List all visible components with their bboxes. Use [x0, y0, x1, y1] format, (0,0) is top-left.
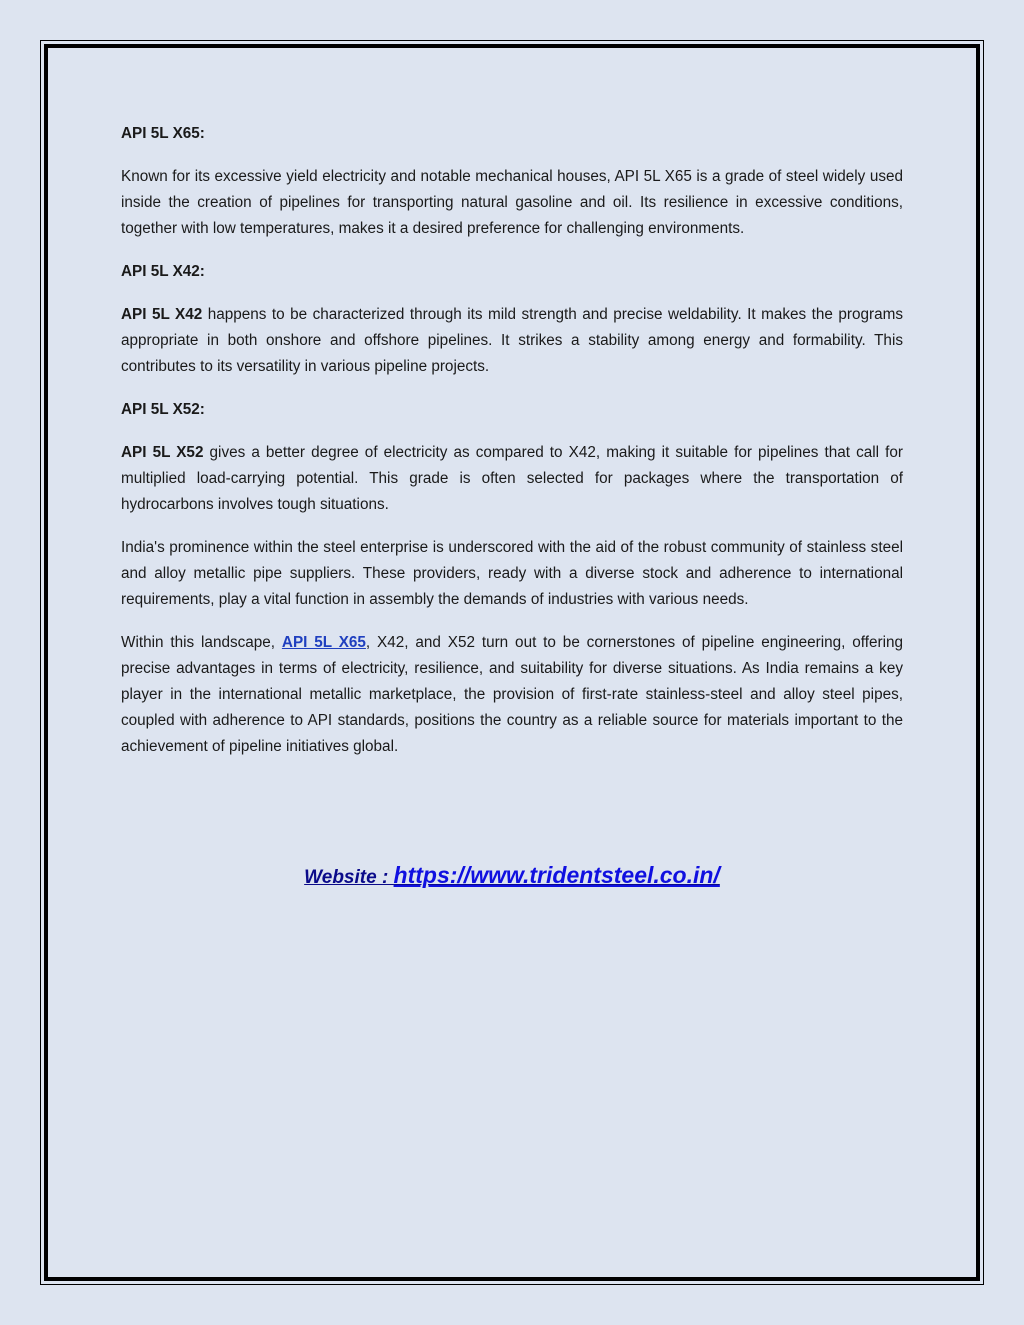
paragraph-landscape — [121, 630, 903, 760]
heading-x65: API 5L X65: — [121, 125, 205, 142]
paragraph-x52-lead: API 5L X52 — [121, 444, 204, 461]
paragraph-x42-lead: API 5L X42 — [121, 306, 203, 323]
heading-x42: API 5L X42: — [121, 263, 205, 280]
paragraph-landscape-start: Within this landscape, — [121, 634, 282, 651]
website-url-link[interactable]: https://www.tridentsteel.co.in/ — [393, 862, 720, 888]
paragraph-x52-text: gives a better degree of electricity as compared to X42, making it suitable for pipelines that call for multiplied load-carrying potential. This grade is often selected for packages where the transportation of hydrocarbons involves tough situations. — [121, 444, 903, 513]
paragraph-x42 — [121, 302, 903, 380]
api-5l-x65-link[interactable]: API 5L X65 — [281, 634, 366, 651]
paragraph-x65: Known for its excessive yield electricity and notable mechanical houses, API 5L X65 is a grade of steel widely used inside the creation of pipelines for transporting natural gasoline and oil. Its resilience in excessive conditions, together with low temperatures, makes it a desired preference for challenging environments. — [121, 168, 903, 237]
paragraph-x52 — [121, 440, 903, 518]
paragraph-landscape-end: , X42, and X52 turn out to be cornerstones of pipeline engineering, offering precise advantages in terms of electricity, resilience, and suitability for diverse situations. As India remains a key player in the international metallic marketplace, the provision of first-rate stainless-steel and alloy steel pipes, coupled with adherence to API standards, positions the country as a reliable source for materials important to the achievement of pipeline initiatives global. — [121, 634, 904, 755]
website-label: Website : — [304, 867, 394, 888]
paragraph-india: India's prominence within the steel enterprise is underscored with the aid of the robust community of stainless steel and alloy metallic pipe suppliers. These providers, ready with a diverse stock and adherence to international requirements, play a vital function in assembly the demands of industries with various needs. — [121, 539, 903, 608]
heading-x52: API 5L X52: — [121, 401, 205, 418]
website-line — [0, 862, 1024, 889]
document-body — [121, 121, 903, 777]
paragraph-x42-text: happens to be characterized through its mild strength and precise weldability. It makes the programs appropriate in both onshore and offshore pipelines. It strikes a stability among energy and formability. This contributes to its versatility in various pipeline projects. — [121, 306, 903, 375]
